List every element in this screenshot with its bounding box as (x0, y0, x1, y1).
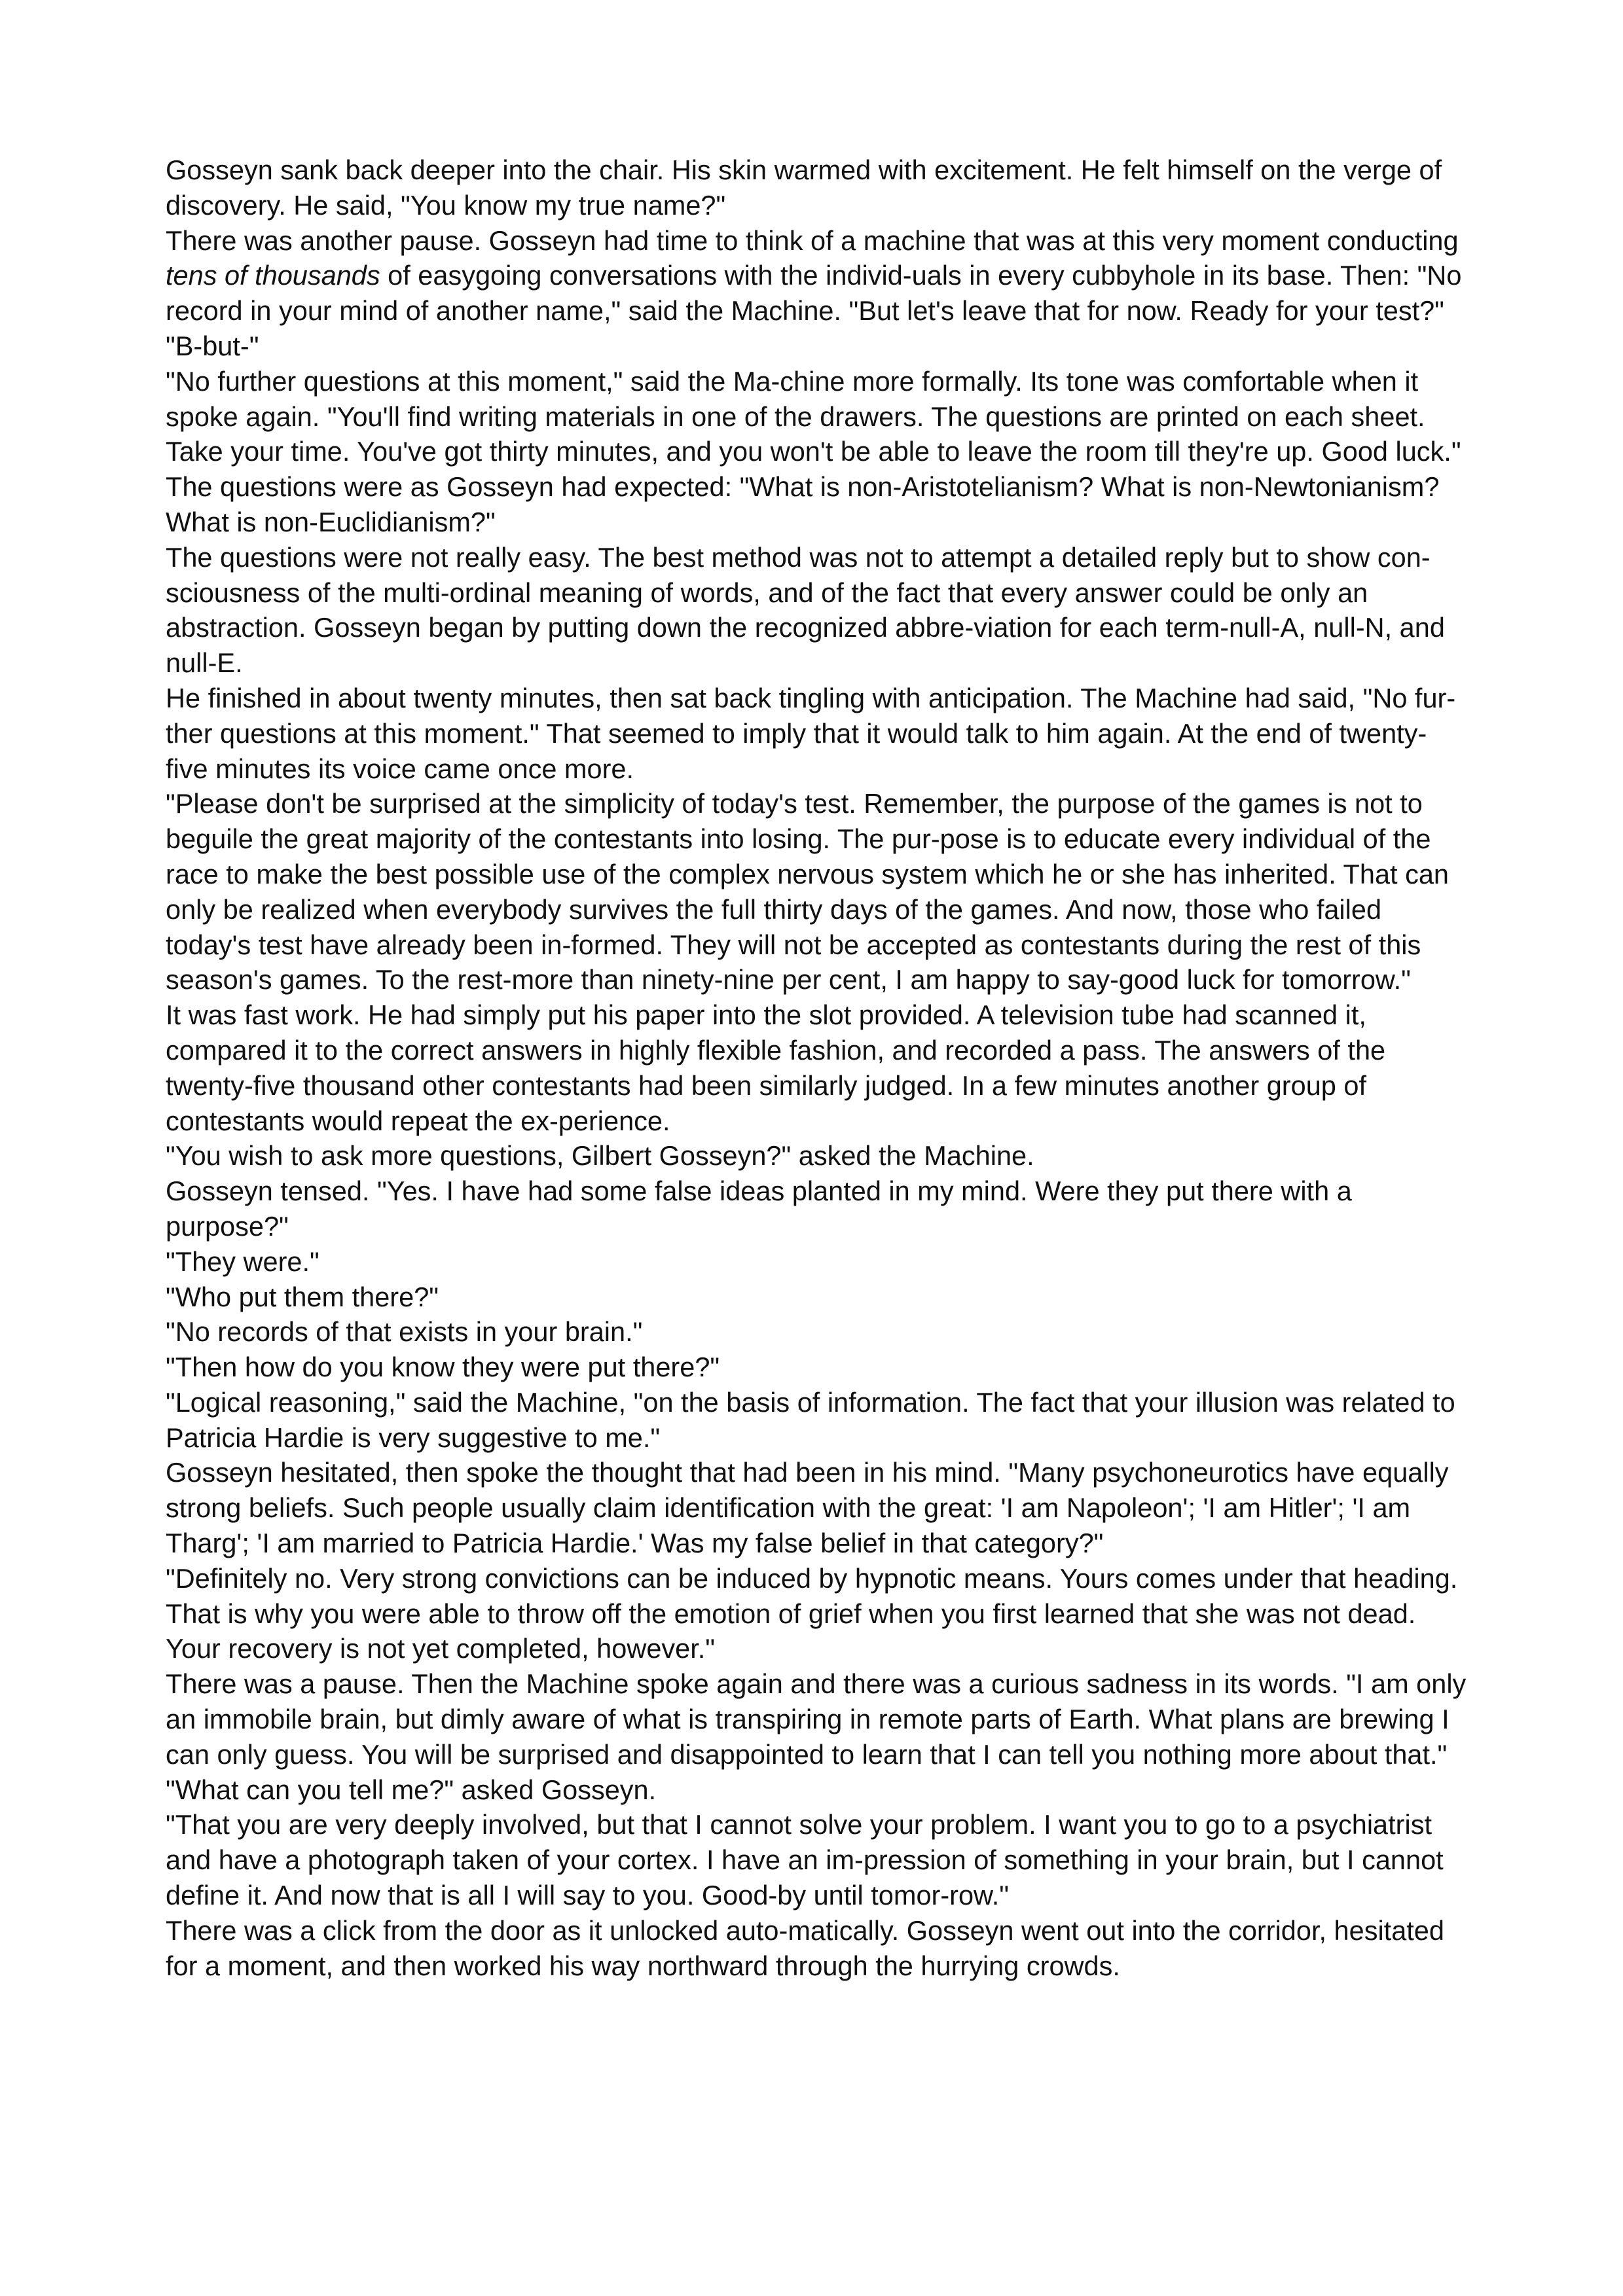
paragraph: Gosseyn tensed. "Yes. I have had some false ideas planted in my mind. Were they put there with a purpose?" (166, 1175, 1352, 1242)
paragraph-text: of easygoing conversations with the individ-uals in every cubbyhole in its base. Then: "No record in your mind of another name," said the Machine. "But let's leave that for now. Ready for your test?" (166, 260, 1462, 327)
paragraph: The questions were as Gosseyn had expected: "What is non-Aristotelianism? What is non-Newtonianism? What is non-Euclidianism?" (166, 471, 1440, 537)
paragraph: Gosseyn sank back deeper into the chair. His skin warmed with excitement. He felt himself on the verge of discovery. He said, "You know my true name?" (166, 154, 1442, 221)
paragraph: "That you are very deeply involved, but that I cannot solve your problem. I want you to go to a psychiatrist and have a photograph taken of your cortex. I have an im-pression of something in your brain, but I cannot define it. And now that is all I will say to you. Good-by until tomor-row." (166, 1809, 1444, 1911)
paragraph: "They were." (166, 1246, 319, 1277)
paragraph: It was fast work. He had simply put his paper into the slot provided. A television tube had scanned it, compared it to the correct answers in highly flexible fashion, and recorded a pass. The answers of the twenty-five thousand other contestants had been similarly judged. In a few minutes another group of contestants would repeat the ex-perience. (166, 999, 1386, 1136)
paragraph: "Definitely no. Very strong convictions can be induced by hypnotic means. Yours comes under that heading. That is why you were able to throw off the emotion of grief when you first learned that she was not dead. Your recovery is not yet completed, however." (166, 1562, 1458, 1664)
paragraph: "No further questions at this moment," said the Ma-chine more formally. Its tone was comfortable when it spoke again. "You'll find writing materials in one of the drawers. The questions are printed on each sheet. Take your time. You've got thirty minutes, and you won't be able to leave the room till they're up. Good luck." (166, 365, 1461, 467)
paragraph: The questions were not really easy. The best method was not to attempt a detailed reply but to show con-sciousness of the multi-ordinal meaning of words, and of the fact that every answer could be only an abstraction. Gosseyn began by putting down the recognized abbre-viation for each term-null-A, null-N, and null-E. (166, 541, 1445, 679)
paragraph: "Please don't be surprised at the simplicity of today's test. Remember, the purpose of the games is not to beguile the great majority of the contestants into losing. The pur-pose is to educate every individual of the race to make the best possible use of the complex nervous system which he or she has inherited. That can only be realized when everybody survives the full thirty days of the games. And now, those who failed today's test have already been in-formed. They will not be accepted as contestants during the rest of this season's games. To the rest-more than ninety-nine per cent, I am happy to say-good luck for tomorrow." (166, 788, 1450, 996)
paragraph: "Logical reasoning," said the Machine, "on the basis of information. The fact that your illusion was related to Patricia Hardie is very suggestive to me." (166, 1386, 1455, 1453)
paragraph (166, 223, 1468, 329)
paragraph: "No records of that exists in your brain." (166, 1316, 643, 1348)
paragraph: "B-but-" (166, 330, 259, 361)
paragraph-text: There was another pause. Gosseyn had time to think of a machine that was at this very moment conducting (166, 224, 1459, 256)
paragraph: There was a pause. Then the Machine spoke again and there was a curious sadness in its words. "I am only an immobile brain, but dimly aware of what is transpiring in remote parts of Earth. What plans are brewing I can only guess. You will be surprised and disappointed to learn that I can tell you nothing more about that." (166, 1668, 1467, 1770)
emphasized-text: tens of thousands (166, 260, 380, 291)
paragraph: "What can you tell me?" asked Gosseyn. (166, 1774, 657, 1805)
paragraph: He finished in about twenty minutes, then sat back tingling with anticipation. The Machine had said, "No fur-ther questions at this moment." That seemed to imply that it would talk to him again. At the end of twenty-five minutes its voice came once more. (166, 682, 1456, 784)
document-page (166, 152, 1468, 1983)
paragraph: Gosseyn hesitated, then spoke the thought that had been in his mind. "Many psychoneurotics have equally strong beliefs. Such people usually claim identification with the great: 'I am Napoleon'; 'I am Hitler'; 'I am Tharg'; 'I am married to Patricia Hardie.' Was my false belief in that category?" (166, 1457, 1449, 1559)
paragraph: "Who put them there?" (166, 1281, 439, 1312)
paragraph: "You wish to ask more questions, Gilbert Gosseyn?" asked the Machine. (166, 1140, 1034, 1172)
paragraph: There was a click from the door as it unlocked auto-matically. Gosseyn went out into the corridor, hesitated for a moment, and then worked his way northward through the hurrying crowds. (166, 1914, 1444, 1981)
paragraph: "Then how do you know they were put there?" (166, 1352, 720, 1383)
